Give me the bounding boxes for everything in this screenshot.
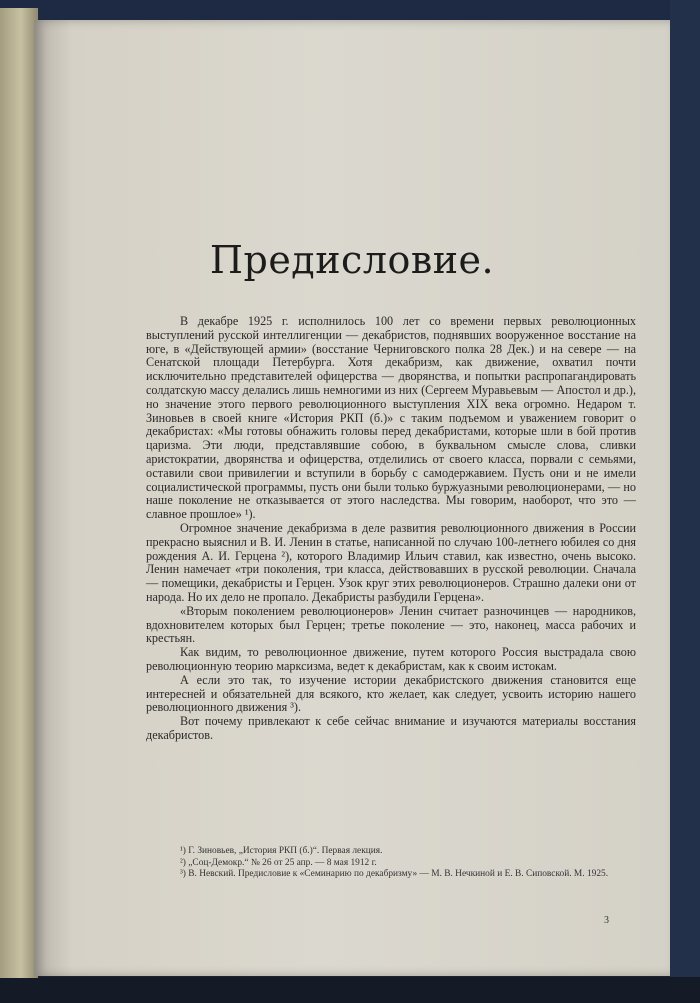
page-number: 3 [604, 915, 609, 926]
footnote: ²) „Соц-Демокр.“ № 26 от 25 апр. — 8 мая 1912 г. [180, 857, 377, 868]
page-title: Предисловие. [209, 238, 495, 282]
paragraph: Как видим, то революционное движение, путем которого Россия выстрадала свою революционную теорию марксизма, ведет к декабристам, как к своим истокам. [146, 645, 636, 673]
book-page [34, 20, 670, 976]
body-text [146, 315, 636, 743]
previous-page-edge [0, 8, 38, 978]
footnote: ¹) Г. Зиновьев, „История РКП (б.)“. Первая лекция. [180, 846, 383, 856]
paragraph: «Вторым поколением революционеров» Ленин считает разночинцев — народников, вдохновителем которых был Герцен; третье поколение — это, наконец, масса рабочих и крестьян. [146, 603, 636, 646]
paragraph: Огромное значение декабризма в деле развития революционного движения в России прекрасно выяснил и В. И. Ленин в статье, написанной по случаю 100-летнего юбилея со дня рождения А. И. Герцена ²), которого Владимир Ильич ставил, как известно, очень высоко. Ленин намечает «три поколения, три класса, действовавших в русской революции. Сначала — помещики, декабристы и Герцен. Узок круг этих революционеров. Страшно далеки они от народа. Но их дело не пропало. Декабристы разбудили Герцена». [146, 520, 636, 604]
book-binding-top [0, 0, 700, 22]
paragraph: А если это так, то изучение истории декабристского движения становится еще интересней и обязательней для всякого, кто желает, как следует, усвоить историю нашего революционного движения ³). [146, 672, 636, 715]
paragraph: В декабре 1925 г. исполнилось 100 лет со времени первых революционных выступлений русской интеллигенции — декабристов, поднявших вооруженное восстание на юге, в «Действующей армии» (восстание Черниговского полка 28 Дек.) и на севере — на Сенатской площади Петербурга. Хотя декабризм, как движение, охватил почти исключительно представителей офицерства — дворянства, и попытки распропагандировать солдатскую массу делались лишь немногими из них (Сергеем Муравьевым — Апостол и др.), но значение этого первого революционного выступления XIX века огромно. Недаром т. Зиновьев в своей книге «История РКП (б.)» с таким подъемом и уважением говорит о декабристах: «Мы готовы обнажить головы перед декабристами, которые шли в бой против царизма. Эти люди, представлявшие собою, в буквальном смысле слова, сливки аристократии, дворянства и офицерства, отделились от своего класса, порвали с семьями, оставили свои привилегии и вступили в борьбу с самодержавием. Пусть они и не имели социалистической программы, пусть они были только буржуазными революционерами, — но наше поколение не отказывается от этого наследства. Мы говорим, наоборот, что это — славное прошлое» ¹). [146, 314, 636, 522]
footnote: ³) В. Невский. Предисловие к «Семинарию по декабризму» — М. В. Нечкиной и Е. В. Сиповской. М. 1925. [180, 869, 609, 879]
footnotes [146, 846, 636, 881]
book-binding-bottom [0, 977, 700, 1003]
book-binding-right [670, 0, 700, 1003]
paragraph: Вот почему привлекают к себе сейчас внимание и изучаются материалы восстания декабристов. [146, 714, 636, 742]
